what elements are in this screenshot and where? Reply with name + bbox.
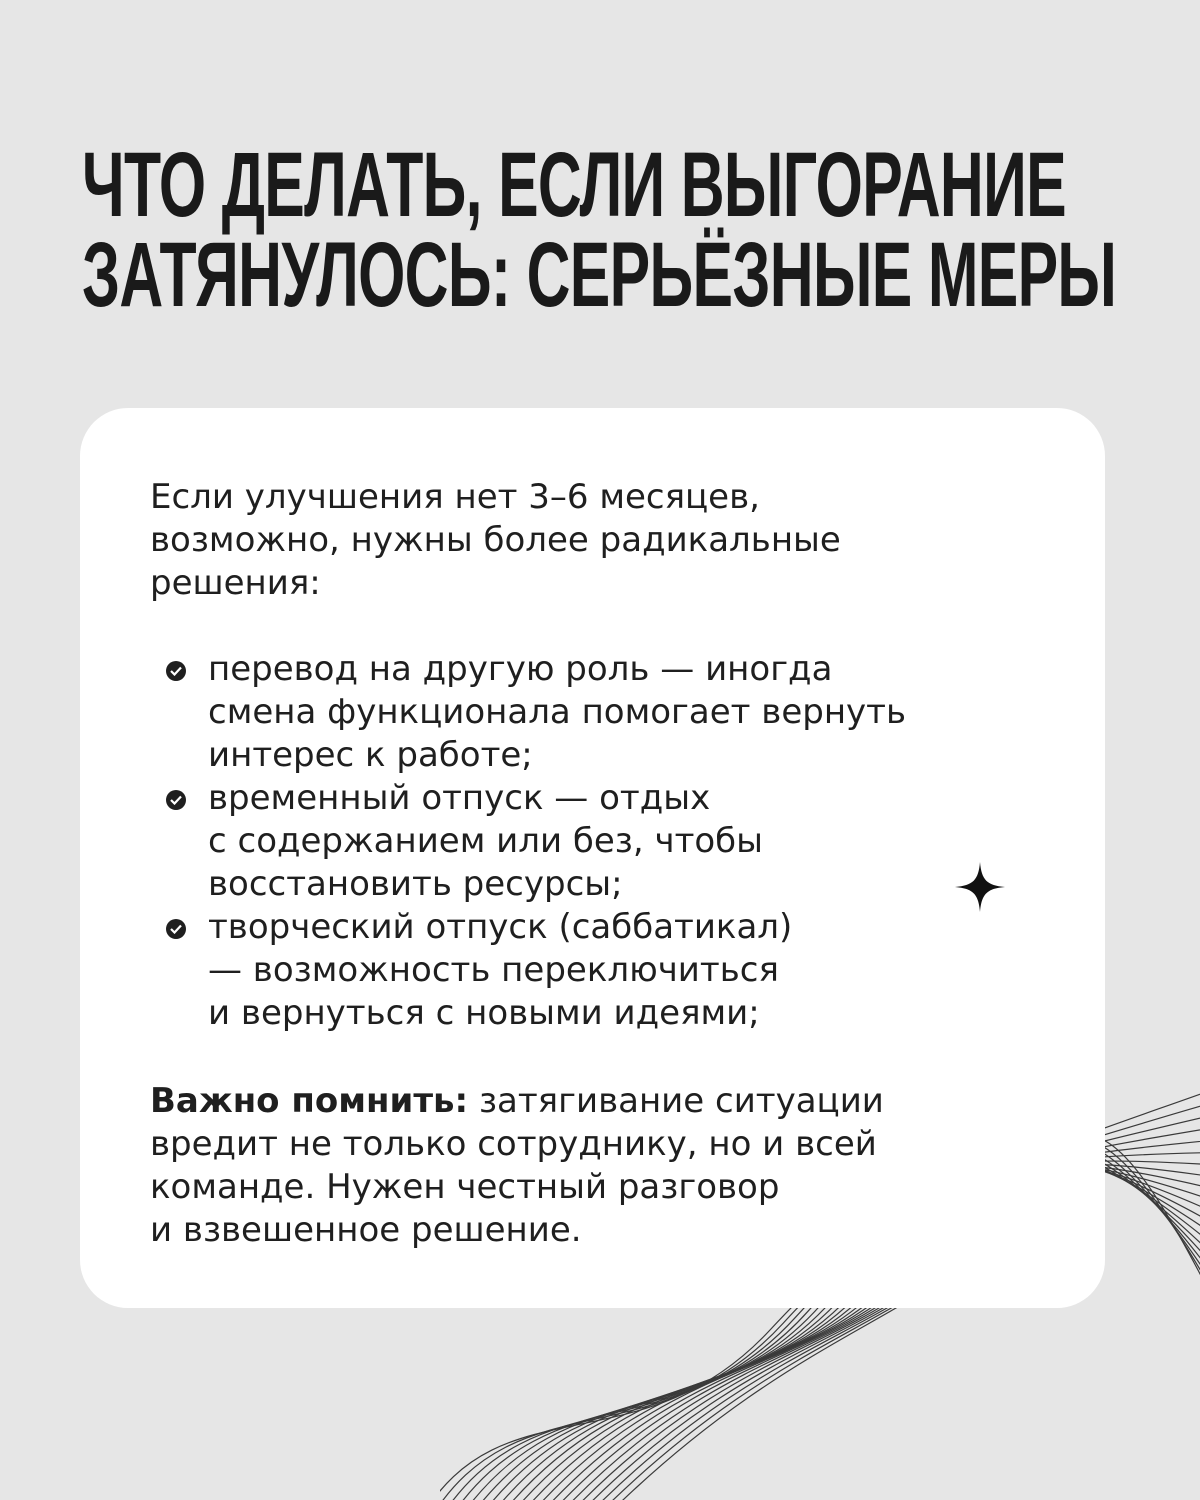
note-line: и взвешенное решение. [150,1210,582,1250]
list-item-line: временный отпуск — отдых [208,778,711,818]
list-item-line: перевод на другую роль — иногда [208,649,833,689]
list-item-line: смена функционала помогает вернуть [208,692,907,732]
list-item [166,777,1026,906]
measures-list [166,648,1026,1035]
list-item-line: восстановить ресурсы; [208,864,623,904]
intro-line: решения: [150,563,321,603]
note-line: команде. Нужен честный разговор [150,1167,780,1207]
list-item-line: творческий отпуск (саббатикал) [208,907,793,947]
note-bold-label: Важно помнить: [150,1081,469,1121]
intro-line: Если улучшения нет 3–6 месяцев, [150,477,760,517]
title-line-2: ЗАТЯНУЛОСЬ: СЕРЬЁЗНЫЕ МЕРЫ [82,224,1117,326]
intro-paragraph [150,476,1030,605]
note-line [150,1080,1030,1123]
list-item-line: и вернуться с новыми идеями; [208,993,760,1033]
check-circle-icon [166,790,186,810]
list-item-line: с содержанием или без, чтобы [208,821,763,861]
check-circle-icon [166,661,186,681]
list-item [166,648,1026,777]
sparkle-icon [953,860,1007,914]
note-line: вредит не только сотруднику, но и всей [150,1124,877,1164]
intro-line: возможно, нужны более радикальные [150,520,841,560]
note-text: затягивание ситуации [468,1081,884,1121]
check-circle-icon [166,919,186,939]
title-line-1: ЧТО ДЕЛАТЬ, ЕСЛИ ВЫГОРАНИЕ [82,134,1066,236]
important-note [150,1080,1030,1252]
page-title [82,134,1131,326]
list-item-line: — возможность переключиться [208,950,779,990]
list-item-line: интерес к работе; [208,735,533,775]
list-item [166,906,1026,1035]
content-card [80,408,1105,1308]
